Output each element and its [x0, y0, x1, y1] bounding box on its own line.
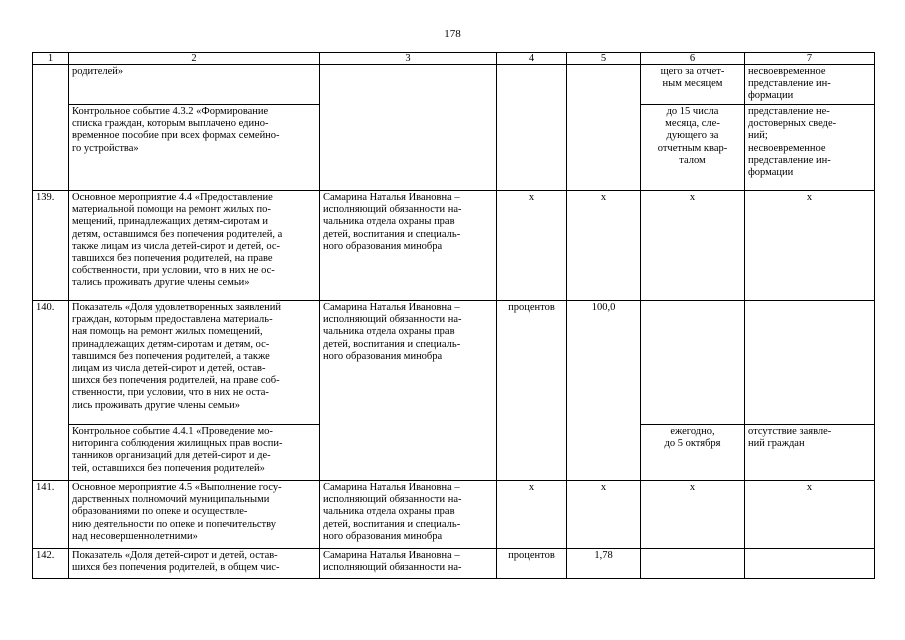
text-cell	[69, 191, 320, 301]
value-cell	[567, 65, 641, 191]
deadline-cell: х	[641, 481, 745, 549]
text-line: принадлежащих детям-сиротам и детям, ос-	[72, 338, 270, 350]
deadline-cell	[641, 301, 745, 425]
page-number: 178	[444, 28, 461, 40]
unit-cell: х	[497, 481, 567, 549]
header-cell: 5	[567, 53, 641, 65]
text-line: детей, воспитания и специаль-	[323, 338, 461, 350]
text-cell	[69, 65, 320, 105]
text-cell	[69, 549, 320, 579]
text-line: Основное мероприятие 4.4 «Предоставление	[72, 192, 273, 203]
text-line: Основное мероприятие 4.5 «Выполнение госу-	[72, 482, 282, 493]
text-line: списка граждан, которым выплачено едино-	[72, 118, 269, 130]
text-line: исполняющий обязанности на-	[323, 314, 462, 326]
text-line: собственности, при условии, что в них не ос-	[72, 265, 275, 277]
text-line: щего за отчет-	[660, 66, 725, 77]
text-line: ного образования минобра	[323, 350, 443, 362]
text-cell	[69, 301, 320, 425]
responsible-cell	[320, 191, 497, 301]
header-cell: 7	[745, 53, 875, 65]
unit-cell: х	[497, 191, 567, 301]
text-line: несвоевременное	[748, 66, 826, 77]
value-cell: 1,78	[567, 549, 641, 579]
text-line: ного образования минобра	[323, 240, 443, 252]
text-line: отсутствие заявле-	[748, 426, 832, 437]
text-line: Самарина Наталья Ивановна –	[323, 482, 460, 493]
value-cell: х	[567, 191, 641, 301]
deadline-cell	[641, 425, 745, 481]
text-line: тались проживать другие члены семьи»	[72, 277, 250, 289]
text-line: также лицам из числа детей-сирот и детей, ос-	[72, 240, 281, 252]
text-line: чальника отдела охраны прав	[323, 506, 455, 518]
text-line: месяца, сле-	[665, 118, 720, 130]
header-cell: 2	[69, 53, 320, 65]
text-line: формации	[748, 167, 794, 179]
text-line: Контрольное событие 4.3.2 «Формирование	[72, 106, 269, 117]
row-number-cell: 141.	[33, 481, 69, 549]
text-line: ным месяцем	[662, 78, 723, 90]
text-line: граждан, которым предоставлена материаль-	[72, 314, 273, 326]
text-cell	[69, 105, 320, 191]
text-line: до 5 октября	[664, 438, 721, 450]
text-line: материальной помощи на ремонт жилых по-	[72, 204, 271, 216]
text-line: представление не-	[748, 106, 830, 117]
row-number-cell: 139.	[33, 191, 69, 301]
risk-cell	[745, 65, 875, 105]
text-line: детей, воспитания и специаль-	[323, 228, 461, 240]
text-line: танников организаций для детей-сирот и де-	[72, 450, 271, 462]
table-row	[33, 481, 875, 549]
text-line: тавшихся без попечения родителей, на праве	[72, 253, 273, 265]
text-line: лись проживать другие члены семьи»	[72, 399, 241, 411]
deadline-cell	[641, 65, 745, 105]
text-line: Показатель «Доля удовлетворенных заявлений	[72, 302, 282, 313]
text-line: родителей»	[72, 66, 124, 77]
text-line: ного образования минобра	[323, 530, 443, 542]
text-line: Показатель «Доля детей-сирот и детей, остав-	[72, 550, 278, 561]
text-line: исполняющий обязанности на-	[323, 204, 462, 216]
row-number-cell	[33, 65, 69, 191]
text-line: ежегодно,	[670, 426, 715, 437]
responsible-cell	[320, 301, 497, 481]
text-line: чальника отдела охраны прав	[323, 326, 455, 338]
risk-cell	[745, 301, 875, 425]
row-number-cell: 142.	[33, 549, 69, 579]
text-cell	[69, 425, 320, 481]
deadline-cell: х	[641, 191, 745, 301]
header-cell: 1	[33, 53, 69, 65]
responsible-cell	[320, 65, 497, 191]
header-cell: 3	[320, 53, 497, 65]
text-line: временное пособие при всех формах семейно-	[72, 130, 280, 142]
header-cell: 6	[641, 53, 745, 65]
unit-cell	[497, 65, 567, 191]
text-line: ственности, при условии, что в них не оста-	[72, 387, 269, 399]
text-line: исполняющий обязанности на-	[323, 494, 462, 506]
text-line: Самарина Наталья Ивановна –	[323, 192, 460, 203]
row-number-cell: 140.	[33, 301, 69, 481]
text-line: дарственных полномочий муниципальными	[72, 494, 270, 506]
text-line: мещений, принадлежащих детям-сиротам и	[72, 216, 268, 228]
text-line: ний граждан	[748, 438, 805, 450]
text-line: шихся без попечения родителей, на праве соб-	[72, 375, 280, 387]
risk-cell: х	[745, 191, 875, 301]
text-line: Самарина Наталья Ивановна –	[323, 550, 460, 561]
text-line: ний;	[748, 130, 768, 142]
text-line: ниторинга соблюдения жилищных прав воспи-	[72, 438, 283, 450]
risk-cell	[745, 105, 875, 191]
plan-table	[32, 52, 875, 579]
value-cell: 100,0	[567, 301, 641, 481]
text-line: го устройства»	[72, 142, 139, 154]
text-line: шихся без попечения родителей, в общем чис-	[72, 562, 280, 574]
table-row	[33, 549, 875, 579]
risk-cell	[745, 425, 875, 481]
text-line: Самарина Наталья Ивановна –	[323, 302, 460, 313]
value-cell: х	[567, 481, 641, 549]
table-row	[33, 301, 875, 425]
responsible-cell	[320, 549, 497, 579]
text-line: детей, воспитания и специаль-	[323, 518, 461, 530]
text-line: нию деятельности по опеке и попечительству	[72, 518, 276, 530]
table-row	[33, 191, 875, 301]
deadline-cell	[641, 105, 745, 191]
header-cell: 4	[497, 53, 567, 65]
text-line: Контрольное событие 4.4.1 «Проведение мо-	[72, 426, 273, 437]
text-line: исполняющий обязанности на-	[323, 562, 462, 574]
text-line: лицам из числа детей-сирот и детей, остав-	[72, 363, 266, 375]
text-line: образованиями по опеке и осуществле-	[72, 506, 248, 518]
text-line: формации	[748, 90, 794, 102]
text-line: представление ин-	[748, 78, 831, 90]
table-row	[33, 65, 875, 105]
text-line: тавшимся без попечения родителей, а также	[72, 350, 270, 362]
deadline-cell	[641, 549, 745, 579]
text-cell	[69, 481, 320, 549]
risk-cell	[745, 549, 875, 579]
text-line: достоверных сведе-	[748, 118, 837, 130]
header-row	[33, 53, 875, 65]
text-line: несвоевременное	[748, 142, 826, 154]
text-line: тей, оставшихся без попечения родителей»	[72, 462, 265, 474]
text-line: над несовершеннолетними»	[72, 530, 198, 542]
text-line: ная помощь на ремонт жилых помещений,	[72, 326, 263, 338]
text-line: талом	[679, 154, 706, 166]
text-line: представление ин-	[748, 154, 831, 166]
unit-cell: процентов	[497, 301, 567, 481]
unit-cell: процентов	[497, 549, 567, 579]
text-line: дующего за	[666, 130, 719, 142]
text-line: чальника отдела охраны прав	[323, 216, 455, 228]
text-line: отчетным квар-	[657, 142, 728, 154]
risk-cell: х	[745, 481, 875, 549]
text-line: до 15 числа	[666, 106, 719, 117]
text-line: детям, оставшимся без попечения родителей, а	[72, 228, 283, 240]
responsible-cell	[320, 481, 497, 549]
